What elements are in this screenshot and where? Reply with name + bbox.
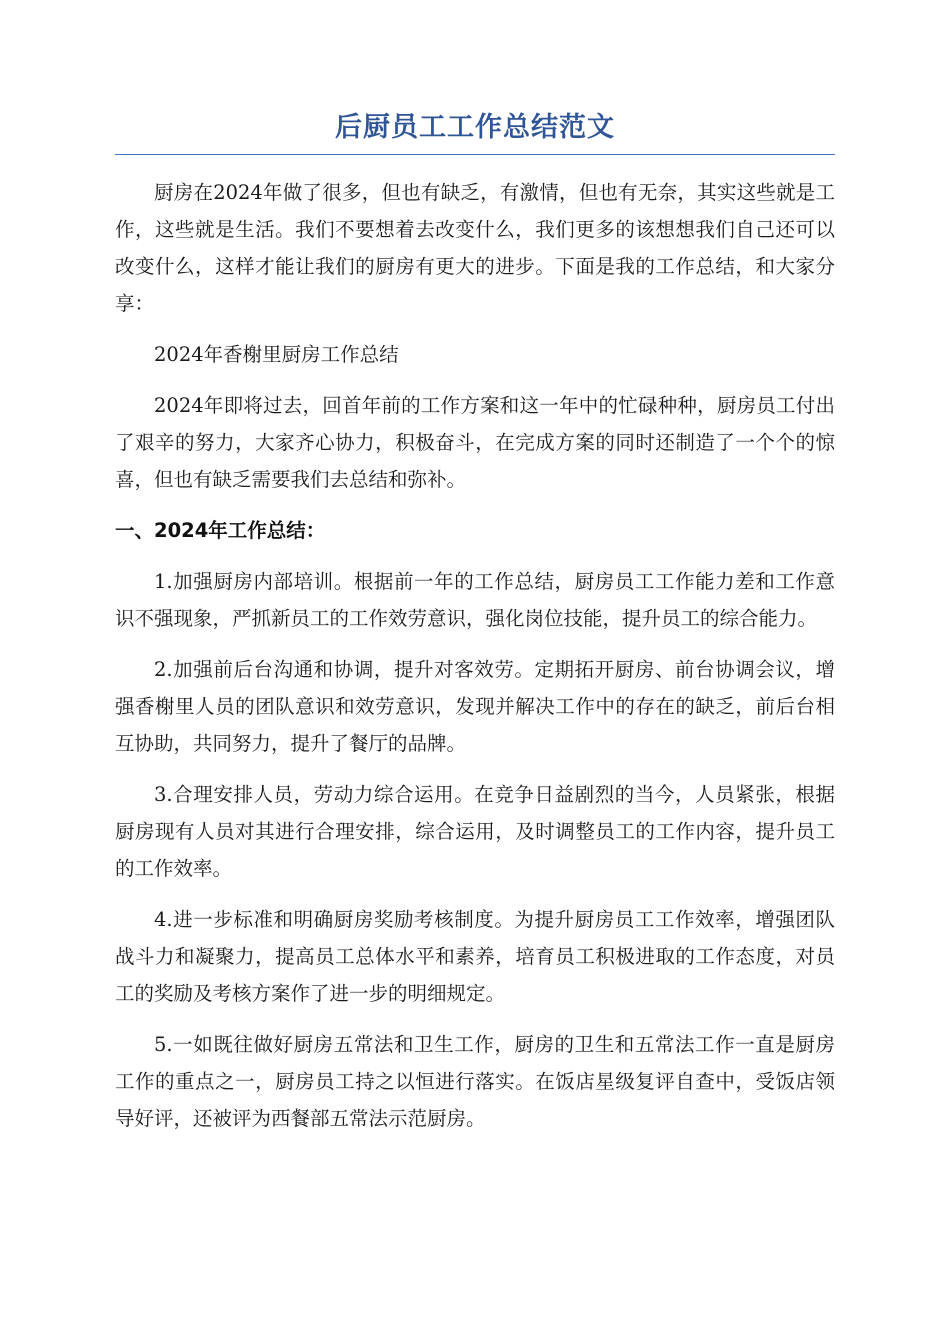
list-item: 2.加强前后台沟通和协调，提升对客效劳。定期拓开厨房、前台协调会议，增强香榭里人员的团队意识和效劳意识，发现并解决工作中的存在的缺乏，前后台相互协助，共同努力，提升了餐厅的品牌。 [115, 658, 835, 755]
document-body [115, 108, 835, 1137]
list-item: 1.加强厨房内部培训。根据前一年的工作总结，厨房员工工作能力差和工作意识不强现象，严抓新员工的工作效劳意识，强化岗位技能，提升员工的综合能力。 [115, 570, 835, 630]
intro-paragraph: 厨房在2024年做了很多，但也有缺乏，有激情，但也有无奈，其实这些就是工作，这些就是生活。我们不要想着去改变什么，我们更多的该想想我们自己还可以改变什么，这样才能让我们的厨房有更大的进步。下面是我的工作总结，和大家分享： [115, 181, 835, 315]
list-item: 5.一如既往做好厨房五常法和卫生工作，厨房的卫生和五常法工作一直是厨房工作的重点之一，厨房员工持之以恒进行落实。在饭店星级复评自查中，受饭店领导好评，还被评为西餐部五常法示范厨房。 [115, 1033, 835, 1130]
section-heading: 一、2024年工作总结： [115, 519, 326, 542]
list-item: 4.进一步标准和明确厨房奖励考核制度。为提升厨房员工工作效率，增强团队战斗力和凝聚力，提高员工总体水平和素养，培育员工积极进取的工作态度，对员工的奖励及考核方案作了进一步的明细规定。 [115, 908, 835, 1005]
list-item: 3.合理安排人员，劳动力综合运用。在竞争日益剧烈的当今，人员紧张，根据厨房现有人员对其进行合理安排，综合运用，及时调整员工的工作内容，提升员工的工作效率。 [115, 783, 835, 880]
page-title: 后厨员工工作总结范文 [115, 108, 835, 155]
subtitle-paragraph: 2024年香榭里厨房工作总结 [154, 343, 399, 366]
opening-paragraph: 2024年即将过去，回首年前的工作方案和这一年中的忙碌种种，厨房员工付出了艰辛的努力，大家齐心协力，积极奋斗，在完成方案的同时还制造了一个个的惊喜，但也有缺乏需要我们去总结和弥补。 [115, 394, 835, 491]
